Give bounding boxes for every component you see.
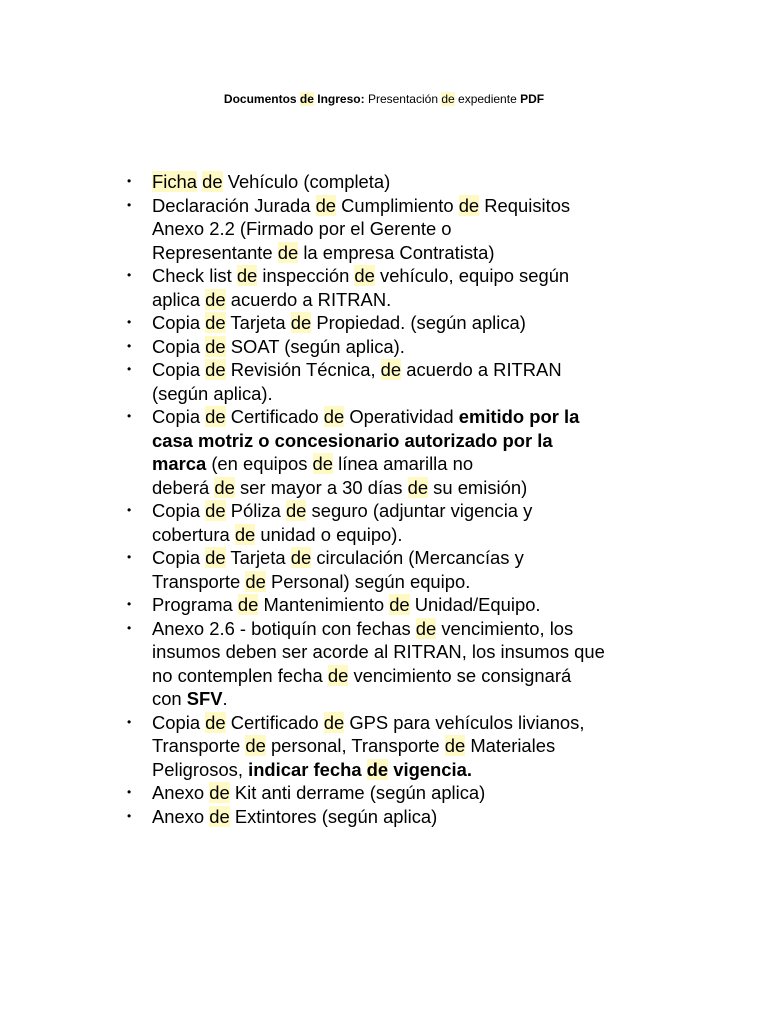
highlighted-word: de <box>209 805 230 827</box>
highlighted-word: de <box>285 500 307 521</box>
bullet-icon: • <box>127 620 132 635</box>
list-item-line <box>152 476 640 500</box>
text-segment: (según aplica). <box>152 382 273 404</box>
highlighted-word: de <box>415 617 437 639</box>
bullet-icon: • <box>127 785 132 799</box>
list-item-line <box>152 217 640 241</box>
list-item <box>0 546 640 593</box>
text-segment: línea amarilla no <box>333 453 474 474</box>
text-segment: aplica <box>152 288 206 310</box>
list-item-line <box>152 288 640 312</box>
list-item <box>0 781 640 805</box>
text-segment: Copia <box>152 335 206 357</box>
text-segment: Copia <box>152 711 206 733</box>
bullet-icon: • <box>127 174 132 188</box>
highlighted-word: de <box>290 312 312 333</box>
list-item <box>0 499 640 546</box>
list-item <box>0 593 640 617</box>
list-item-line <box>152 805 640 829</box>
list-item <box>0 358 640 405</box>
text-segment: (en equipos <box>206 453 313 474</box>
text-segment: Cumplimiento <box>336 194 459 216</box>
highlighted-word: de <box>245 735 266 756</box>
highlighted-word: de <box>205 335 226 357</box>
text-segment: GPS para vehículos livianos, <box>344 711 585 733</box>
text-segment: Póliza <box>225 500 286 521</box>
highlighted-word: de <box>234 523 256 545</box>
text-segment: insumos deben ser acorde al RITRAN, los insumos que <box>152 641 605 662</box>
highlighted-word: de <box>380 359 402 380</box>
text-segment: vehículo, equipo según <box>374 265 570 286</box>
list-item-line <box>152 711 640 735</box>
title-segment: Presentación <box>364 92 442 106</box>
text-segment: Certificado <box>225 711 324 733</box>
text-segment: Materiales <box>465 735 556 756</box>
list-item-line <box>152 429 640 453</box>
text-segment: Copia <box>152 312 206 333</box>
text-segment: SOAT (según aplica). <box>225 335 405 357</box>
highlighted-word: de <box>202 171 223 192</box>
text-segment: Requisitos <box>479 194 571 216</box>
highlighted-word: de <box>205 406 226 427</box>
list-item-line <box>152 734 640 758</box>
text-segment: Unidad/Equipo. <box>409 594 541 615</box>
highlighted-word: de <box>237 594 259 615</box>
bullet-icon: • <box>127 338 132 353</box>
highlighted-word: de <box>299 92 314 106</box>
list-item <box>0 264 640 311</box>
list-item <box>0 311 640 335</box>
text-segment: Copia <box>152 406 206 427</box>
text-segment: acuerdo a RITRAN. <box>225 288 392 310</box>
highlighted-word: de <box>290 547 312 568</box>
list-item-line <box>152 664 640 688</box>
list-item-line <box>152 781 640 805</box>
text-segment: marca <box>152 453 207 474</box>
requirements-list <box>0 170 640 828</box>
bullet-icon: • <box>127 409 132 423</box>
text-segment: vencimiento, los <box>436 617 574 639</box>
text-segment: Peligrosos, <box>152 758 249 780</box>
text-segment: Propiedad. (según aplica) <box>311 312 526 333</box>
text-segment: Copia <box>152 500 206 521</box>
bullet-icon: • <box>127 315 132 329</box>
list-item-line <box>152 640 640 664</box>
list-item-line <box>152 523 640 547</box>
bullet-icon: • <box>127 197 132 212</box>
highlighted-word: de <box>205 711 226 733</box>
text-segment: cobertura <box>152 523 235 545</box>
list-item-line <box>152 499 640 523</box>
highlighted-word: de <box>205 312 226 333</box>
list-item <box>0 711 640 782</box>
text-segment: seguro (adjuntar vigencia y <box>306 500 533 521</box>
text-segment: . <box>222 688 228 709</box>
list-item <box>0 617 640 711</box>
text-segment: Extintores (según aplica) <box>229 805 438 827</box>
text-segment: vigencia. <box>388 758 472 780</box>
list-item-line <box>152 405 640 429</box>
page-title <box>0 91 768 107</box>
text-segment: vencimiento se consignará <box>348 664 572 686</box>
text-segment: Copia <box>152 547 206 568</box>
list-item-line <box>152 170 640 194</box>
list-item-line <box>152 546 640 570</box>
title-segment: Documentos <box>223 92 300 106</box>
text-segment: Transporte <box>152 570 246 592</box>
list-item-line <box>152 687 640 711</box>
title-segment: expediente <box>454 92 521 106</box>
text-segment: ser mayor a 30 días <box>234 476 408 498</box>
highlighted-word: de <box>315 194 337 216</box>
list-item <box>0 405 640 499</box>
text-segment: Transporte <box>152 735 246 756</box>
bullet-icon: • <box>127 714 132 729</box>
highlighted-word: de <box>366 758 389 780</box>
list-item-line <box>152 617 640 641</box>
bullet-icon: • <box>127 503 132 517</box>
text-segment: no contemplen fecha <box>152 664 328 686</box>
highlighted-word: Ficha <box>152 171 197 192</box>
highlighted-word: de <box>327 664 349 686</box>
highlighted-word: de <box>407 476 429 498</box>
list-item-line <box>152 335 640 359</box>
highlighted-word: de <box>236 265 258 286</box>
text-segment: Personal) según equipo. <box>265 570 471 592</box>
text-segment: deberá <box>152 476 215 498</box>
bullet-icon: • <box>127 597 132 611</box>
list-item-line <box>152 452 640 476</box>
text-segment: indicar fecha <box>248 758 367 780</box>
highlighted-word: de <box>389 594 410 615</box>
bullet-icon: • <box>127 362 132 376</box>
highlighted-word: de <box>205 359 226 380</box>
text-segment: Representante <box>152 241 278 263</box>
text-segment: Tarjeta <box>225 547 291 568</box>
list-item-line <box>152 241 640 265</box>
text-segment: unidad o equipo). <box>255 523 403 545</box>
highlighted-word: de <box>277 241 299 263</box>
list-item <box>0 194 640 265</box>
text-segment: emitido por la <box>458 406 580 427</box>
title-segment: Ingreso: <box>313 92 365 106</box>
bullet-icon: • <box>127 268 132 282</box>
highlighted-word: de <box>205 547 226 568</box>
text-segment: Anexo 2.6 - botiquín con fechas <box>152 617 416 639</box>
text-segment: Vehículo (completa) <box>222 171 391 192</box>
bullet-icon: • <box>127 808 132 823</box>
list-item-line <box>152 758 640 782</box>
text-segment: casa motriz o concesionario autorizado por la <box>152 429 553 451</box>
highlighted-word: de <box>458 194 480 216</box>
highlighted-word: de <box>323 711 345 733</box>
list-item <box>0 805 640 829</box>
highlighted-word: de <box>209 782 230 803</box>
title-segment: PDF <box>520 92 545 106</box>
text-segment: Revisión Técnica, <box>225 359 381 380</box>
text-segment: Anexo <box>152 782 210 803</box>
list-item-line <box>152 194 640 218</box>
text-segment: circulación (Mercancías y <box>311 547 524 568</box>
highlighted-word: de <box>214 476 235 498</box>
highlighted-word: de <box>323 406 345 427</box>
text-segment: Anexo 2.2 (Firmado por el Gerente o <box>152 218 452 239</box>
text-segment: Mantenimiento <box>258 594 390 615</box>
text-segment: Tarjeta <box>225 312 291 333</box>
highlighted-word: de <box>441 92 455 106</box>
highlighted-word: de <box>312 453 334 474</box>
text-segment: Copia <box>152 359 206 380</box>
text-segment: Declaración Jurada <box>152 194 316 216</box>
list-item-line <box>152 382 640 406</box>
text-segment: acuerdo a RITRAN <box>401 359 562 380</box>
text-segment: Certificado <box>225 406 324 427</box>
highlighted-word: de <box>444 735 466 756</box>
text-segment: Check list <box>152 265 237 286</box>
highlighted-word: de <box>354 265 375 286</box>
list-item-line <box>152 311 640 335</box>
list-item-line <box>152 264 640 288</box>
text-segment: Programa <box>152 594 238 615</box>
list-item <box>0 170 640 194</box>
text-segment: Kit anti derrame (según aplica) <box>229 782 486 803</box>
text-segment: Operatividad <box>344 406 459 427</box>
list-item-line <box>152 593 640 617</box>
highlighted-word: de <box>245 570 266 592</box>
text-segment: Anexo <box>152 805 210 827</box>
highlighted-word: de <box>205 500 226 521</box>
text-segment: la empresa Contratista) <box>298 241 495 263</box>
text-segment: inspección <box>257 265 355 286</box>
list-item-line <box>152 358 640 382</box>
list-item-line <box>152 570 640 594</box>
list-item <box>0 335 640 359</box>
text-segment: personal, Transporte <box>265 735 445 756</box>
bullet-icon: • <box>127 550 132 564</box>
text-segment: con <box>152 688 187 709</box>
text-segment: SFV <box>186 688 223 709</box>
highlighted-word: de <box>205 288 226 310</box>
text-segment: su emisión) <box>428 476 528 498</box>
